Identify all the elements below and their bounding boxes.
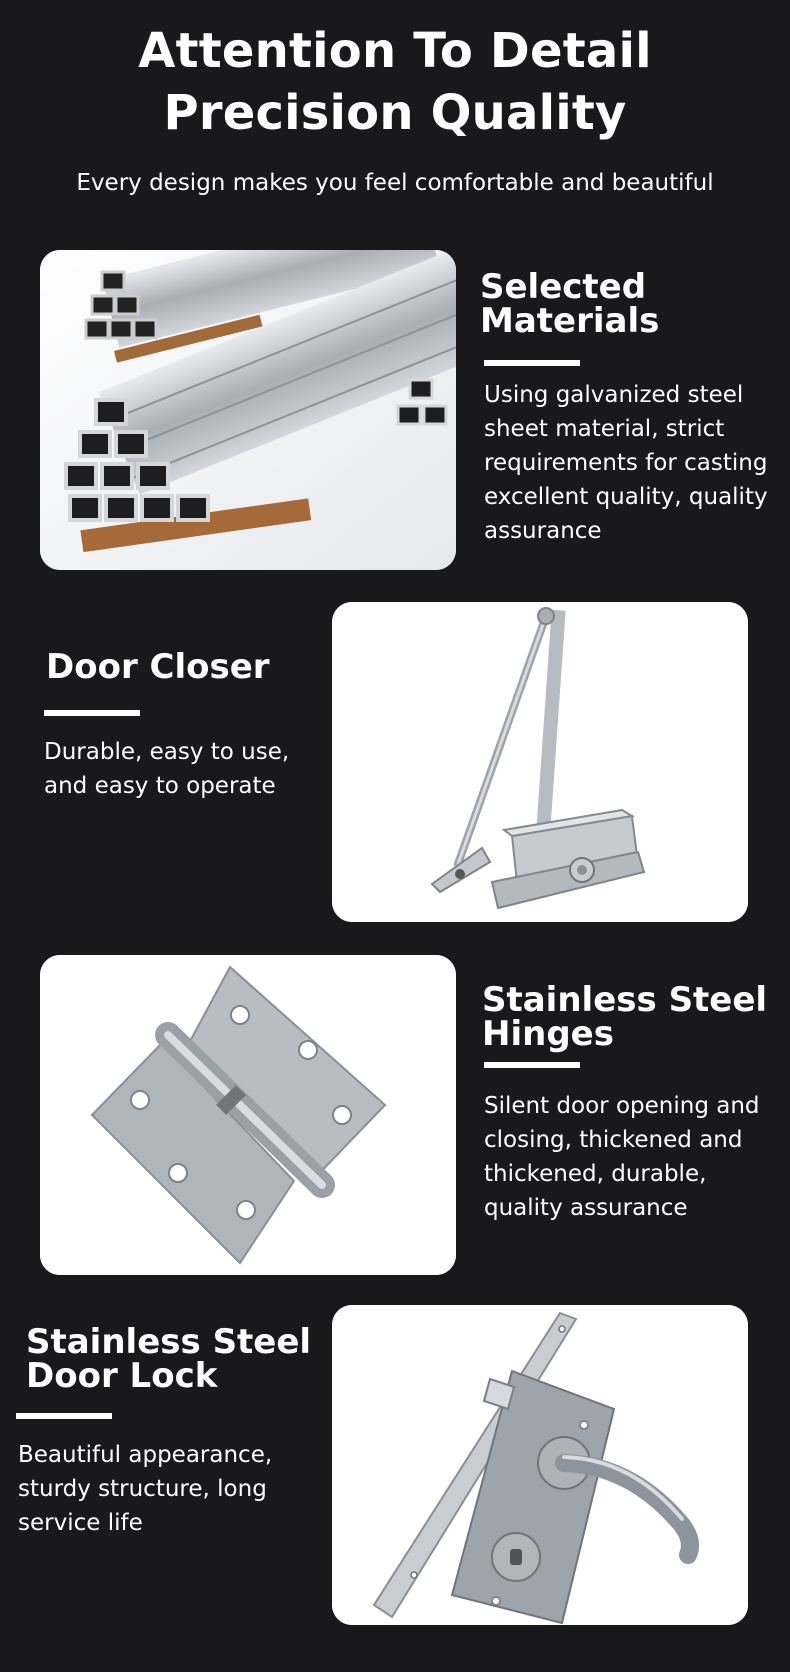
page-title-line-2: Precision Quality	[163, 85, 627, 141]
steel-tubes-icon	[40, 250, 456, 570]
feature-title-hinges-line-1: Stainless Steel	[482, 980, 768, 1020]
page-title-line-1: Attention To Detail	[138, 23, 652, 79]
feature-divider	[16, 1413, 112, 1419]
feature-title-door-lock-line-2: Door Lock	[26, 1356, 218, 1396]
feature-title-hinges-line-2: Hinges	[482, 1014, 614, 1054]
door-lock-icon	[332, 1305, 748, 1625]
feature-divider	[484, 1062, 580, 1068]
feature-description-door-closer: Durable, easy to use, and easy to operate	[44, 739, 290, 799]
feature-title-door-lock-line-1: Stainless Steel	[26, 1322, 312, 1362]
feature-divider	[484, 360, 580, 366]
feature-description-hinges: Silent door opening and closing, thickened and thickened, durable, quality assurance	[484, 1093, 760, 1221]
door-closer-icon	[332, 602, 748, 922]
feature-title-selected-materials-line-1: Selected	[480, 267, 647, 307]
hinge-icon	[40, 955, 456, 1275]
steel-tubes-image	[40, 250, 456, 570]
feature-description-selected-materials: Using galvanized steel sheet material, strict requirements for casting excellent quality, quality assurance	[484, 382, 768, 544]
feature-title-selected-materials-line-2: Materials	[480, 301, 660, 341]
door-lock-image	[332, 1305, 748, 1625]
feature-title-door-closer: Door Closer	[46, 647, 270, 687]
door-closer-image	[332, 602, 748, 922]
hinge-image	[40, 955, 456, 1275]
feature-description-door-lock: Beautiful appearance, sturdy structure, long service life	[18, 1442, 273, 1536]
feature-divider	[44, 710, 140, 716]
page-subtitle: Every design makes you feel comfortable and beautiful	[76, 170, 714, 196]
